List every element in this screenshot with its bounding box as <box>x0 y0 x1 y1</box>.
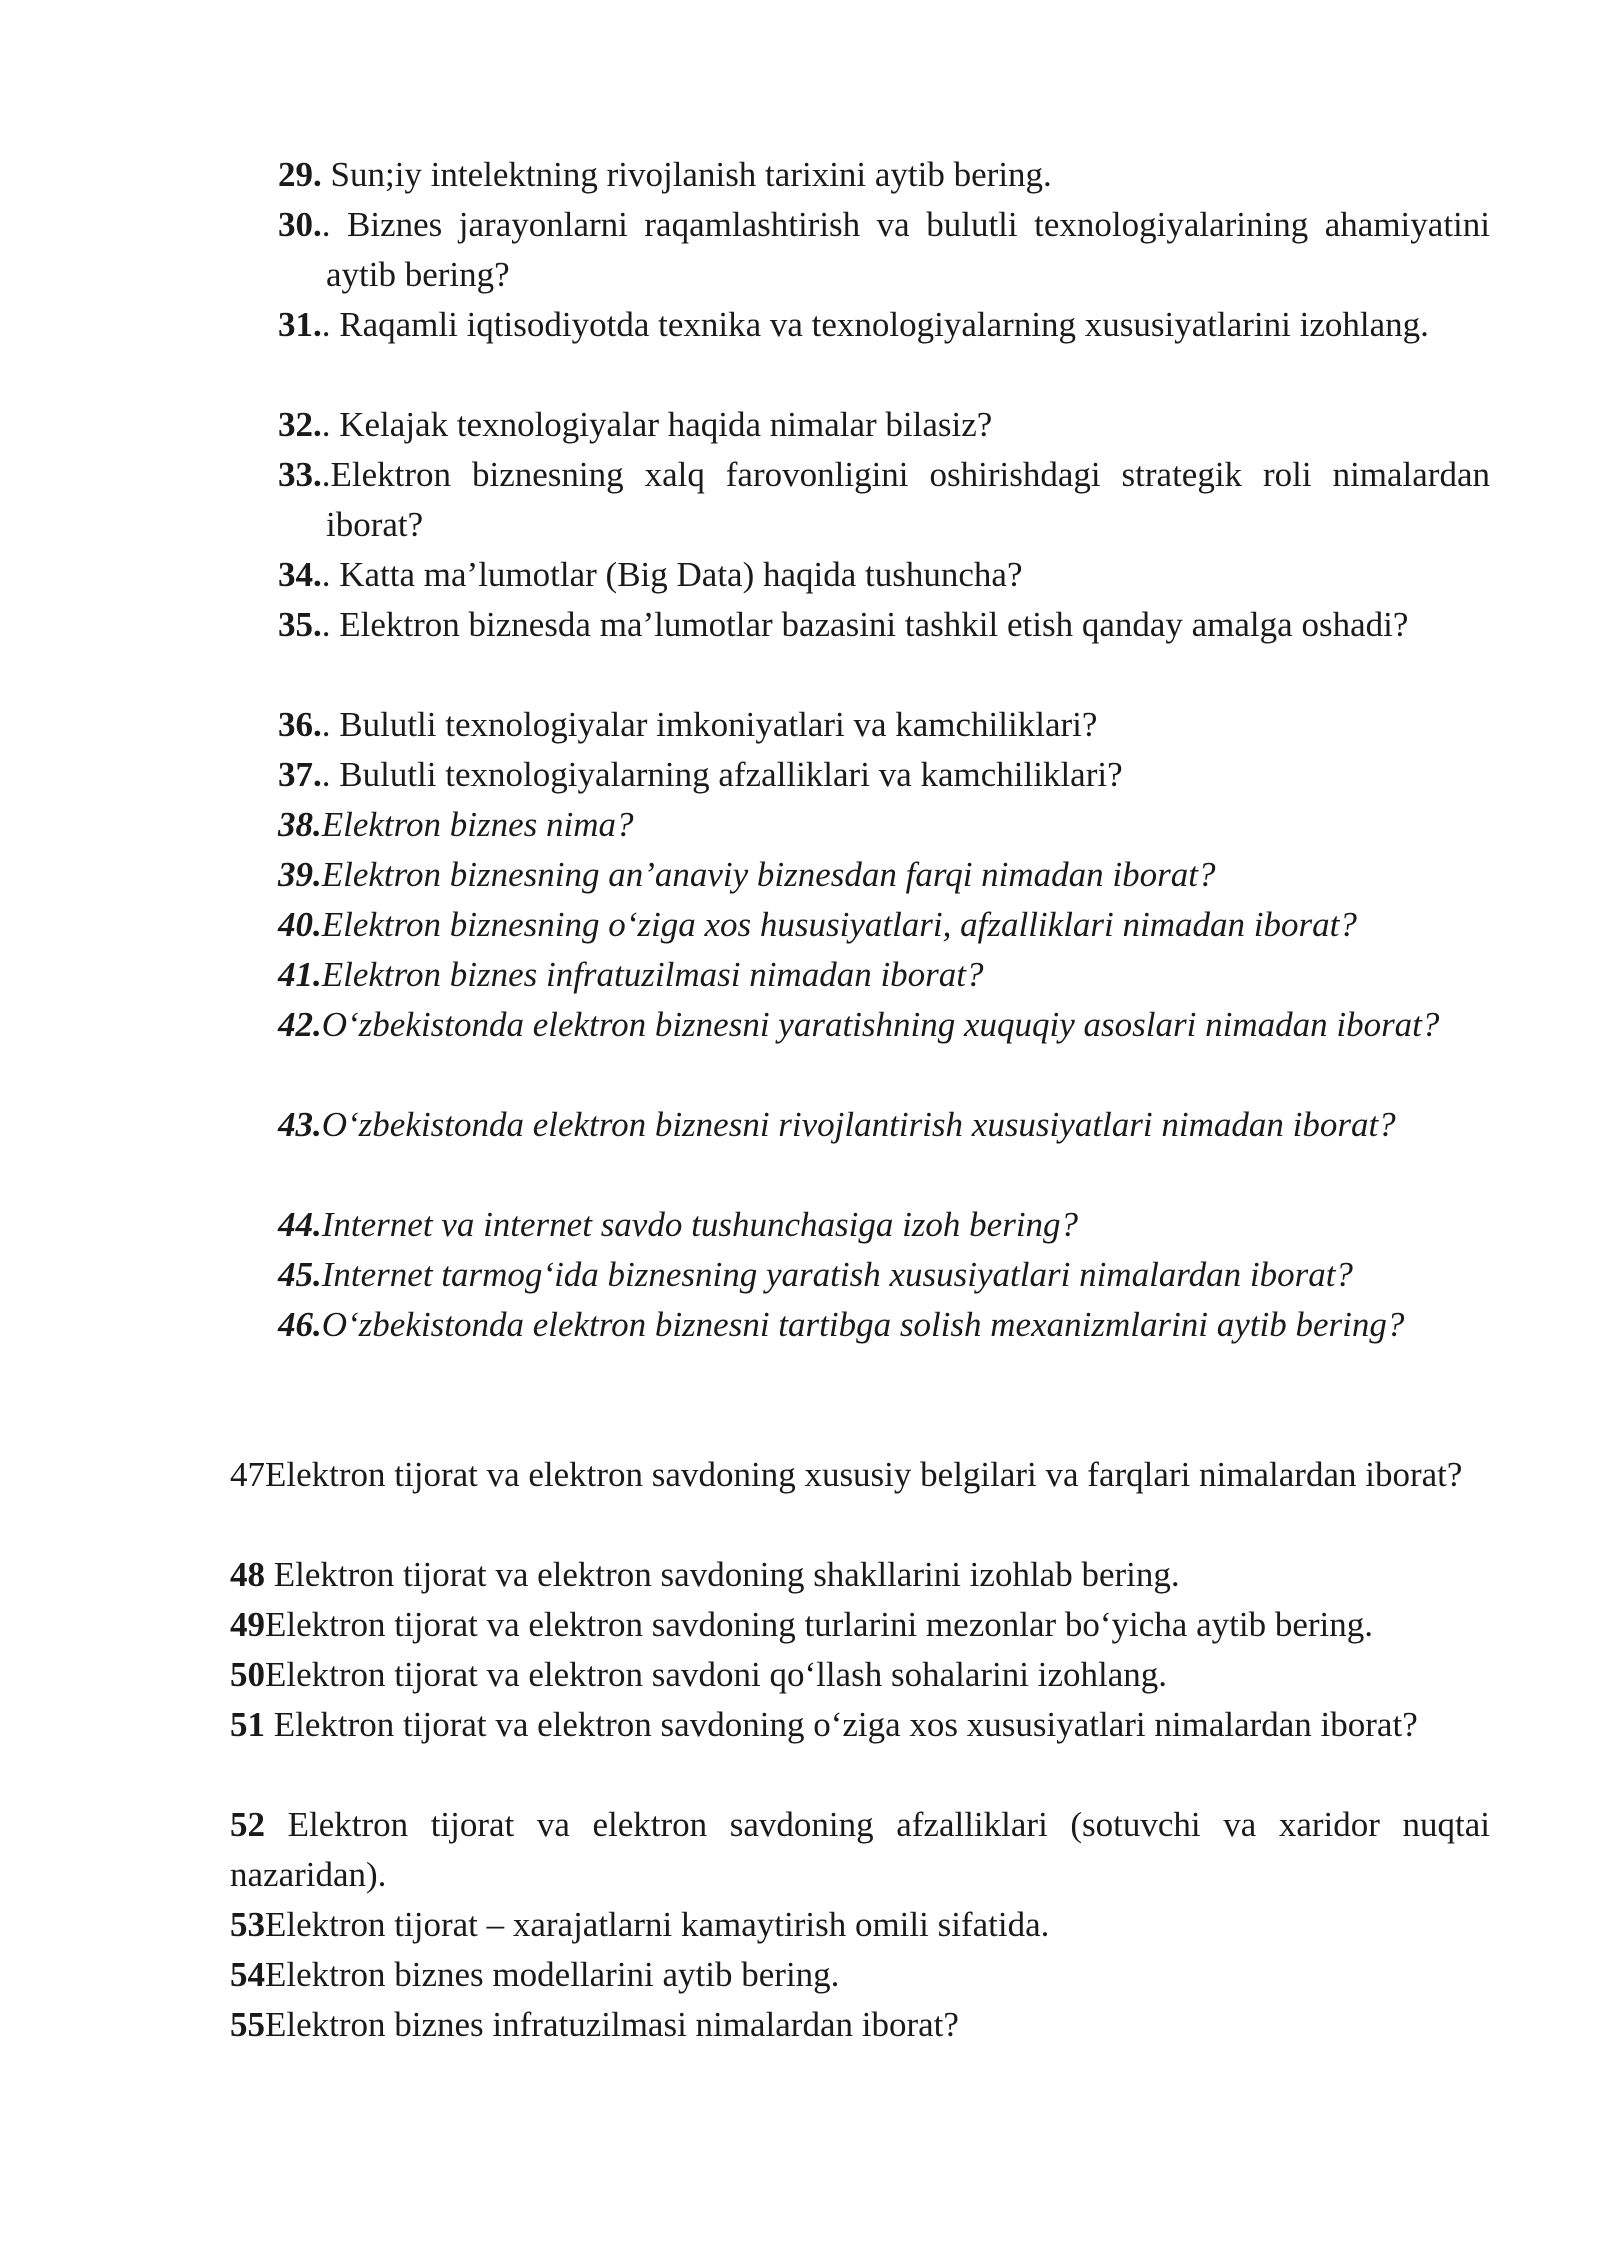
question-number: 51 <box>230 1705 265 1744</box>
question-separator <box>322 155 331 194</box>
question-51 <box>230 1700 1490 1750</box>
question-text: . Biznes jarayonlarni raqamlashtirish va bulutli texnologiyalarining ahamiyatini aytib bering? <box>321 205 1490 294</box>
question-text: . Kelajak texnologiyalar haqida nimalar bilasiz? <box>321 405 993 444</box>
question-number: 55 <box>230 2005 265 2044</box>
question-text: Elektron tijorat va elektron savdoning xususiy belgilari va farqlari nimalardan iborat? <box>265 1455 1463 1494</box>
question-text: Elektron biznes infratuzilmasi nimadan iborat? <box>321 955 984 994</box>
question-text: Elektron tijorat va elektron savdoni qo‘llash sohalarini izohlang. <box>265 1655 1167 1694</box>
question-text: . Bulutli texnologiyalar imkoniyatlari va kamchiliklari? <box>321 705 1098 744</box>
question-number: 48 <box>230 1555 265 1594</box>
question-number: 53 <box>230 1905 265 1944</box>
question-40 <box>278 900 1490 950</box>
question-35 <box>278 600 1490 650</box>
question-number: 36. <box>278 705 322 744</box>
question-50 <box>230 1650 1490 1700</box>
question-number: 45. <box>278 1255 322 1294</box>
question-number: 35. <box>278 605 322 644</box>
question-42 <box>278 1000 1490 1050</box>
question-number: 33. <box>278 455 322 494</box>
question-number: 54 <box>230 1955 265 1994</box>
question-text: Elektron tijorat va elektron savdoning afzalliklari (sotuvchi va xaridor nuqtai nazaridan). <box>230 1805 1490 1894</box>
question-number: 38. <box>278 805 322 844</box>
question-54 <box>230 1950 1490 2000</box>
question-text: Elektron biznes nima? <box>321 805 634 844</box>
question-53 <box>230 1900 1490 1950</box>
question-number: 29. <box>278 155 322 194</box>
question-text: Elektron tijorat va elektron savdoning shakllarini izohlab bering. <box>265 1555 1180 1594</box>
question-text: .Elektron biznesning xalq farovonligini oshirishdagi strategik roli nimalardan iborat? <box>321 455 1490 544</box>
question-number: 50 <box>230 1655 265 1694</box>
question-38 <box>278 800 1490 850</box>
question-text: Sun;iy intelektning rivojlanish tarixini aytib bering. <box>330 155 1052 194</box>
question-text: Elektron tijorat va elektron savdoning turlarini mezonlar bo‘yicha aytib bering. <box>265 1605 1373 1644</box>
question-46 <box>278 1300 1490 1350</box>
question-text: O‘zbekistonda elektron biznesni yaratishning xuquqiy asoslari nimadan iborat? <box>321 1005 1440 1044</box>
question-number: 44. <box>278 1205 322 1244</box>
question-number: 46. <box>278 1305 322 1344</box>
question-text: . Raqamli iqtisodiyotda texnika va texnologiyalarning xususiyatlarini izohlang. <box>321 305 1429 344</box>
question-text: Elektron biznes infratuzilmasi nimalardan iborat? <box>265 2005 959 2044</box>
question-number: 34. <box>278 555 322 594</box>
question-29 <box>278 150 1490 200</box>
question-text: . Bulutli texnologiyalarning afzalliklari va kamchiliklari? <box>321 755 1123 794</box>
question-text: Elektron biznes modellarini aytib bering. <box>265 1955 840 1994</box>
question-text: Elektron biznesning an’anaviy biznesdan farqi nimadan iborat? <box>321 855 1216 894</box>
question-text: Internet va internet savdo tushunchasiga izoh bering? <box>321 1205 1079 1244</box>
question-number: 37. <box>278 755 322 794</box>
question-55 <box>230 2000 1490 2050</box>
question-number: 41. <box>278 955 322 994</box>
question-number: 49 <box>230 1605 265 1644</box>
question-number: 39. <box>278 855 322 894</box>
question-number: 42. <box>278 1005 322 1044</box>
question-33 <box>278 450 1490 550</box>
question-48 <box>230 1550 1490 1600</box>
question-text: Elektron biznesning o‘ziga xos hususiyatlari, afzalliklari nimadan iborat? <box>321 905 1357 944</box>
question-36 <box>278 700 1490 750</box>
question-text: Internet tarmog‘ida biznesning yaratish xususiyatlari nimalardan iborat? <box>321 1255 1353 1294</box>
question-34 <box>278 550 1490 600</box>
question-41 <box>278 950 1490 1000</box>
question-text: . Katta ma’lumotlar (Big Data) haqida tushuncha? <box>321 555 1023 594</box>
question-text: O‘zbekistonda elektron biznesni tartibga solish mexanizmlarini aytib bering? <box>321 1305 1405 1344</box>
question-number: 32. <box>278 405 322 444</box>
question-number: 43. <box>278 1105 322 1144</box>
question-31 <box>278 300 1490 350</box>
question-39 <box>278 850 1490 900</box>
question-text: Elektron tijorat va elektron savdoning o‘ziga xos xususiyatlari nimalardan iborat? <box>265 1705 1418 1744</box>
question-text: . Elektron biznesda ma’lumotlar bazasini tashkil etish qanday amalga oshadi? <box>321 605 1409 644</box>
question-43 <box>278 1100 1490 1150</box>
question-44 <box>278 1200 1490 1250</box>
question-text: Elektron tijorat – xarajatlarni kamaytirish omili sifatida. <box>265 1905 1050 1944</box>
question-32 <box>278 400 1490 450</box>
question-49 <box>230 1600 1490 1650</box>
question-45 <box>278 1250 1490 1300</box>
question-30 <box>278 200 1490 300</box>
question-52 <box>230 1800 1490 1900</box>
question-number: 31. <box>278 305 322 344</box>
question-number: 52 <box>230 1805 265 1844</box>
question-text: O‘zbekistonda elektron biznesni rivojlantirish xususiyatlari nimadan iborat? <box>321 1105 1396 1144</box>
question-number: 30. <box>278 205 322 244</box>
question-47 <box>230 1450 1490 1500</box>
question-37 <box>278 750 1490 800</box>
question-number: 47 <box>230 1455 265 1494</box>
question-number: 40. <box>278 905 322 944</box>
